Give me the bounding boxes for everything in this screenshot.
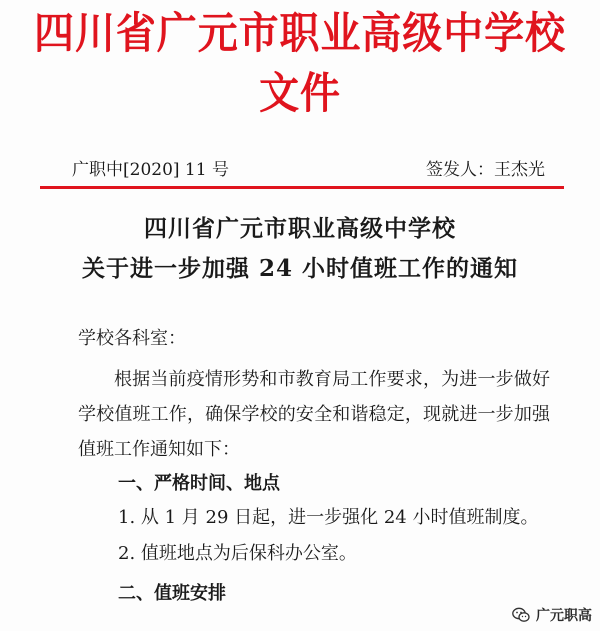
salutation: 学校各科室：: [78, 328, 186, 349]
section-heading-1: 一、严格时间、地点: [118, 473, 280, 494]
intro-paragraph: 根据当前疫情形势和市教育局工作要求，为进一步做好学校值班工作，确保学校的安全和谐稳定，现就进一步加强值班工作通知如下：: [78, 369, 550, 460]
notice-title-line1: 四川省广元市职业高级中学校: [144, 215, 456, 242]
document-meta-row: [72, 158, 545, 182]
notice-title-line2: 关于进一步加强 24 小时值班工作的通知: [81, 255, 519, 282]
red-divider-line: [40, 186, 564, 189]
account-watermark: [512, 605, 592, 625]
list-item: 2. 值班地点为后保科办公室。: [118, 543, 357, 564]
list-item: 1. 从 1 月 29 日起，进一步强化 24 小时值班制度。: [118, 507, 539, 528]
wechat-icon: [512, 607, 530, 623]
section-heading-2: 二、值班安排: [118, 583, 226, 604]
issuer-signature: 签发人：王杰光: [426, 160, 545, 180]
watermark-label: 广元职高: [536, 608, 592, 624]
document-number: 广职中[2020] 11 号: [72, 160, 229, 180]
org-banner-title: 四川省广元市职业高级中学校文件: [34, 9, 566, 119]
